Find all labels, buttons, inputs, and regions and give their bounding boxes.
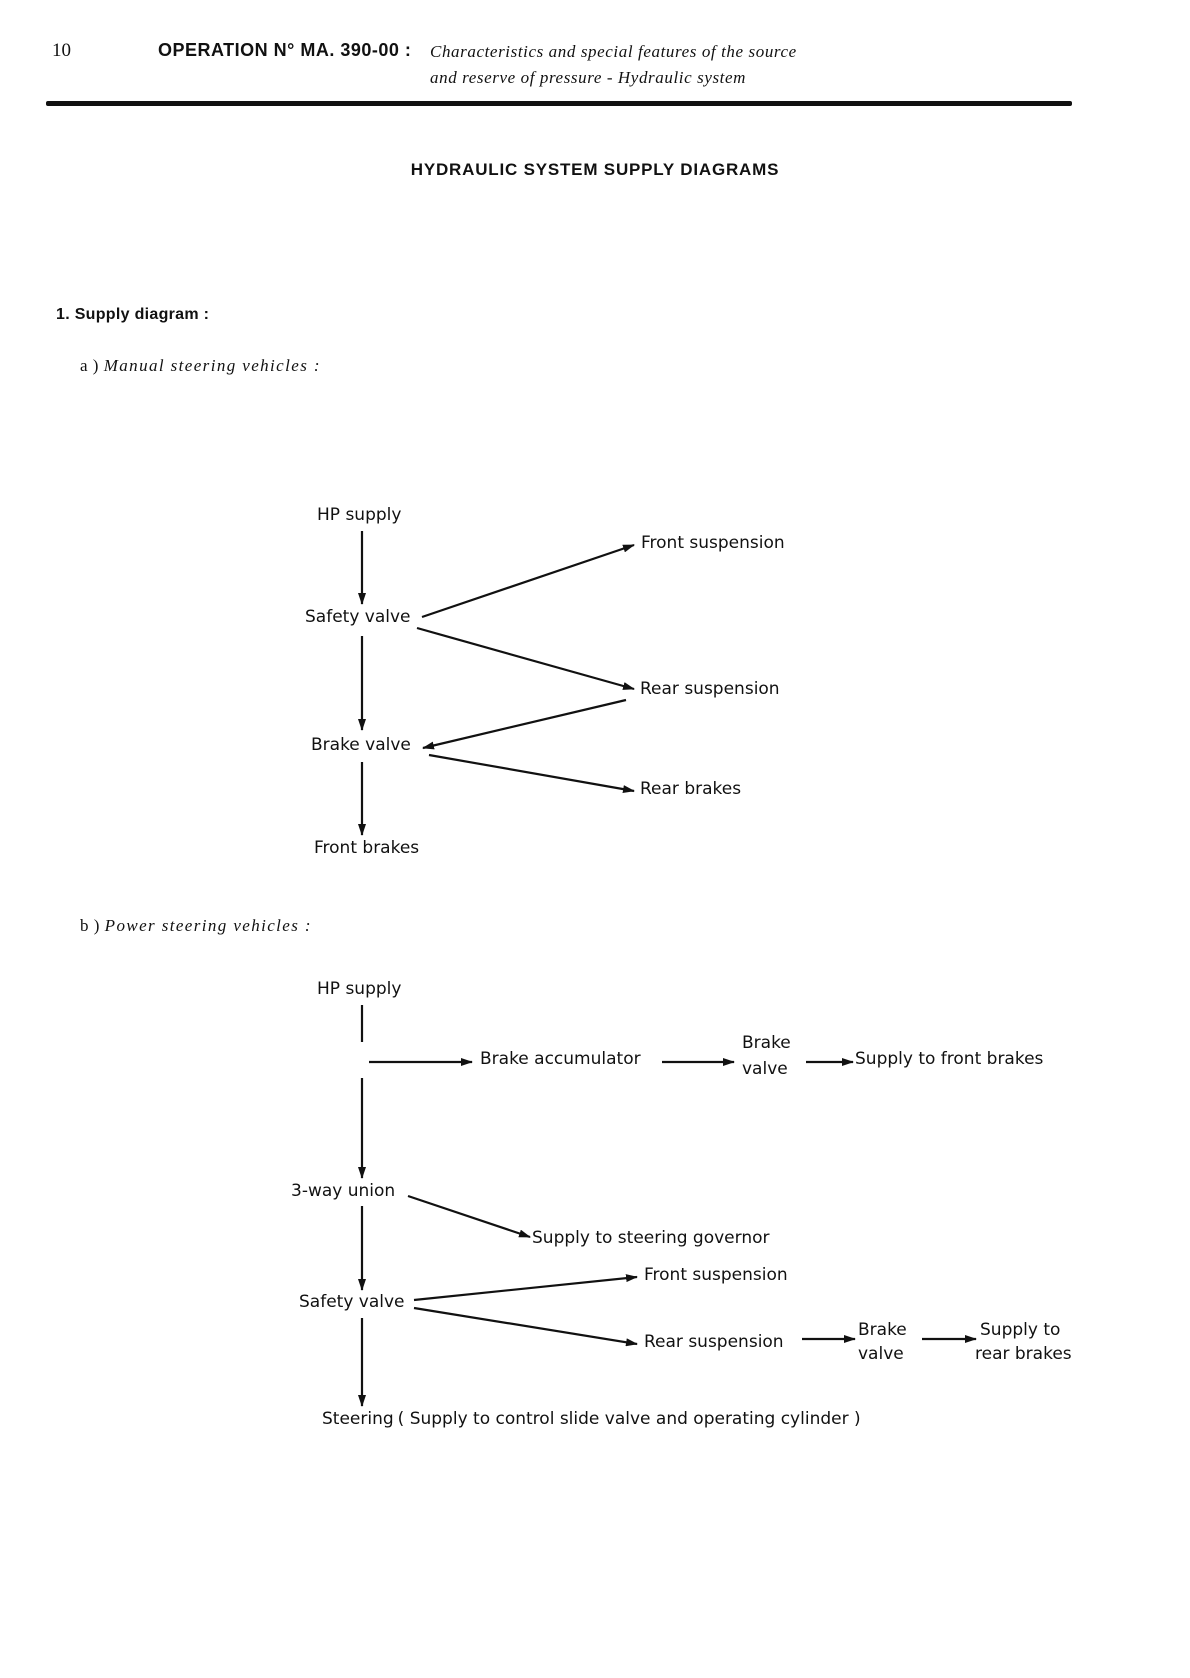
node-front-brakes: Front brakes — [314, 838, 420, 858]
node-supply-rear-brakes-line1: Supply to — [980, 1320, 1061, 1340]
subsection-a-prefix: a ) — [80, 356, 99, 375]
arrow-safety-to-rear-suspension — [417, 628, 634, 689]
node-supply-steering-governor: Supply to steering governor — [532, 1228, 770, 1248]
subsection-a-label: Manual steering vehicles : — [103, 356, 321, 375]
node-brake-valve: Brake valve — [311, 735, 411, 755]
node-brake-valve2-line2: valve — [858, 1344, 904, 1364]
node-front-suspension: Front suspension — [641, 533, 785, 553]
arrow-safety-to-front-suspension — [414, 1277, 637, 1300]
node-front-suspension: Front suspension — [644, 1265, 788, 1285]
node-brake-valve-line2: valve — [742, 1059, 788, 1079]
node-rear-suspension: Rear suspension — [644, 1332, 784, 1352]
page-title: HYDRAULIC SYSTEM SUPPLY DIAGRAMS — [410, 160, 780, 179]
operation-number: OPERATION N° MA. 390-00 : — [158, 40, 412, 60]
node-brake-valve-line1: Brake — [742, 1033, 791, 1053]
node-safety-valve: Safety valve — [305, 607, 411, 627]
node-hp-supply: HP supply — [317, 979, 402, 999]
node-rear-suspension: Rear suspension — [640, 679, 780, 699]
diagram-manual-steering — [305, 505, 785, 858]
page-number: 10 — [52, 40, 71, 61]
section-heading: 1. Supply diagram : — [56, 306, 210, 323]
arrow-brake-to-rear-brakes — [429, 755, 634, 791]
subsection-b-prefix: b ) — [80, 916, 100, 935]
steering-label: Steering — [322, 1409, 394, 1429]
diagram-power-steering — [291, 979, 1072, 1429]
node-hp-supply: HP supply — [317, 505, 402, 525]
operation-subtitle-line1: Characteristics and special features of the source — [430, 42, 797, 61]
node-safety-valve: Safety valve — [299, 1292, 405, 1312]
steering-note: ( Supply to control slide valve and operating cylinder ) — [397, 1409, 861, 1429]
node-steering — [322, 1409, 861, 1429]
node-supply-front-brakes: Supply to front brakes — [855, 1049, 1044, 1069]
node-three-way-union: 3-way union — [291, 1181, 396, 1201]
node-rear-brakes: Rear brakes — [640, 779, 742, 799]
node-supply-rear-brakes-line2: rear brakes — [975, 1344, 1072, 1364]
subsection-b-label: Power steering vehicles : — [104, 916, 312, 935]
operation-subtitle-line2: and reserve of pressure - Hydraulic system — [430, 68, 747, 87]
node-brake-valve2-line1: Brake — [858, 1320, 907, 1340]
arrow-safety-to-front-suspension — [422, 545, 634, 617]
arrow-safety-to-rear-suspension — [414, 1308, 637, 1344]
arrow-rear-suspension-to-brake-valve — [423, 700, 626, 748]
arrow-union-to-steering-governor — [408, 1196, 530, 1237]
node-brake-accumulator: Brake accumulator — [480, 1049, 641, 1069]
